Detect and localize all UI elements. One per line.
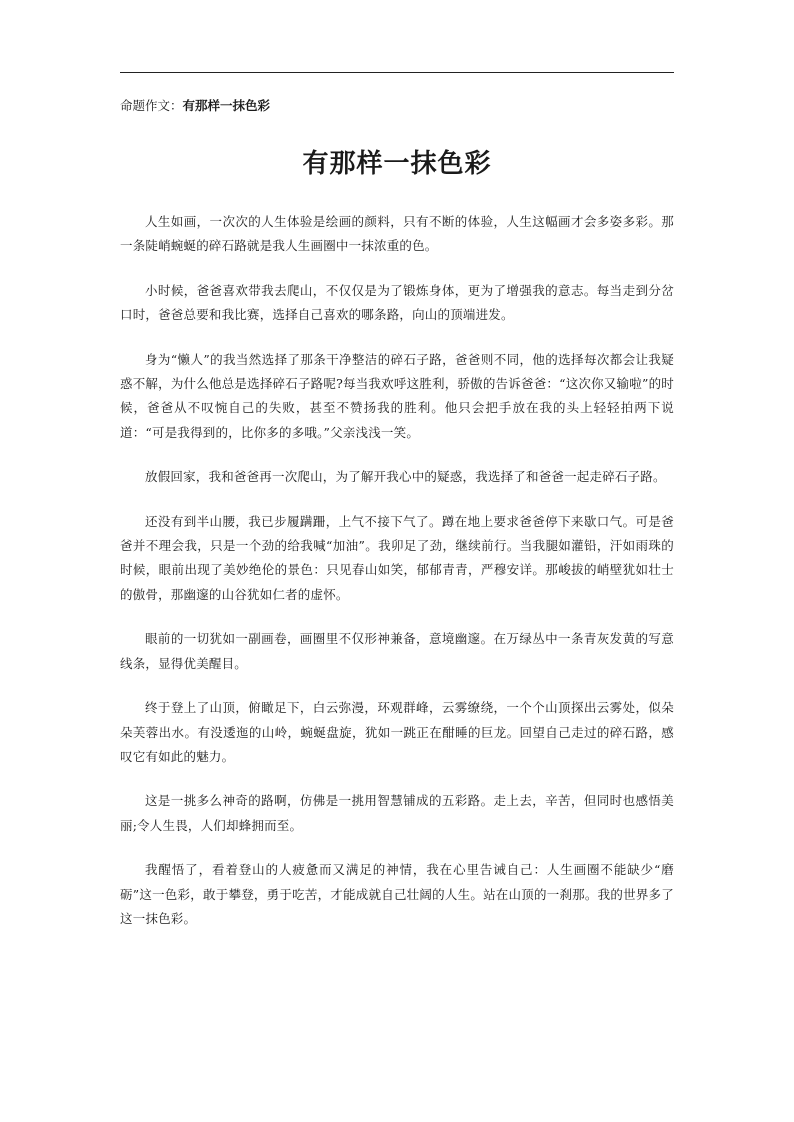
subject-line bbox=[120, 98, 270, 114]
paragraph-3: 身为“懒人”的我当然选择了那条干净整洁的碎石子路，爸爸则不同，他的选择每次都会让我疑惑不解，为什么他总是选择碎石子路呢?每当我欢呼这胜利，骄傲的告诉爸爸：“这次你又输啦”的时候，爸爸从不叹惋自己的失败，甚至不赞扬我的胜利。他只会把手放在我的头上轻轻拍两下说道：“可是我得到的，比你多的多哦。”父亲浅浅一笑。 bbox=[120, 351, 674, 440]
paragraph-4: 放假回家，我和爸爸再一次爬山，为了解开我心中的疑惑，我选择了和爸爸一起走碎石子路。 bbox=[145, 469, 666, 485]
paragraph-5: 还没有到半山腰，我已步履蹒跚，上气不接下气了。蹲在地上要求爸爸停下来歇口气。可是爸爸并不理会我，只是一个劲的给我喊“加油”。我卯足了劲，继续前行。当我腿如灌铅，汗如雨珠的时候，眼前出现了美妙绝伦的景色：只见春山如笑，郁郁青青，严穆安详。那峻拔的峭壁犹如壮士的傲骨，那幽邃的山谷犹如仁者的虚怀。 bbox=[120, 513, 674, 602]
subject-topic: 有那样一抹色彩 bbox=[182, 98, 271, 113]
paragraph-7: 终于登上了山顶，俯瞰足下，白云弥漫，环观群峰，云雾缭绕，一个个山顶探出云雾处，似朵朵芙蓉出水。有没逶迤的山岭，蜿蜒盘旋，犹如一跳正在酣睡的巨龙。回望自己走过的碎石路，感叹它有如此的魅力。 bbox=[120, 700, 674, 764]
paragraph-8: 这是一挑多么神奇的路啊，仿佛是一挑用智慧铺成的五彩路。走上去，辛苦，但同时也感悟美丽;令人生畏，人们却蜂拥而至。 bbox=[120, 793, 674, 833]
header-rule bbox=[120, 72, 674, 73]
paragraph-1: 人生如画，一次次的人生体验是绘画的颜料，只有不断的体验，人生这幅画才会多姿多彩。那一条陡峭蜿蜒的碎石路就是我人生画圈中一抹浓重的色。 bbox=[120, 214, 674, 254]
paragraph-2: 小时候，爸爸喜欢带我去爬山，不仅仅是为了锻炼身体，更为了增强我的意志。每当走到分岔口时，爸爸总要和我比赛，选择自己喜欢的哪条路，向山的顶端进发。 bbox=[120, 282, 674, 323]
paragraph-6: 眼前的一切犹如一副画卷，画圈里不仅形神兼备，意境幽邃。在万绿丛中一条青灰发黄的写意线条，显得优美醒目。 bbox=[120, 631, 674, 671]
essay-body bbox=[120, 210, 674, 951]
paragraph-9: 我醒悟了，看着登山的人疲惫而又满足的神情，我在心里告诫自己：人生画圈不能缺少“磨砺”这一色彩，敢于攀登，勇于吃苦，才能成就自己壮阔的人生。站在山顶的一刹那。我的世界多了这一抹色彩。 bbox=[120, 862, 674, 926]
essay-title: 有那样一抹色彩 bbox=[302, 149, 492, 179]
subject-label: 命题作文： bbox=[120, 98, 183, 113]
